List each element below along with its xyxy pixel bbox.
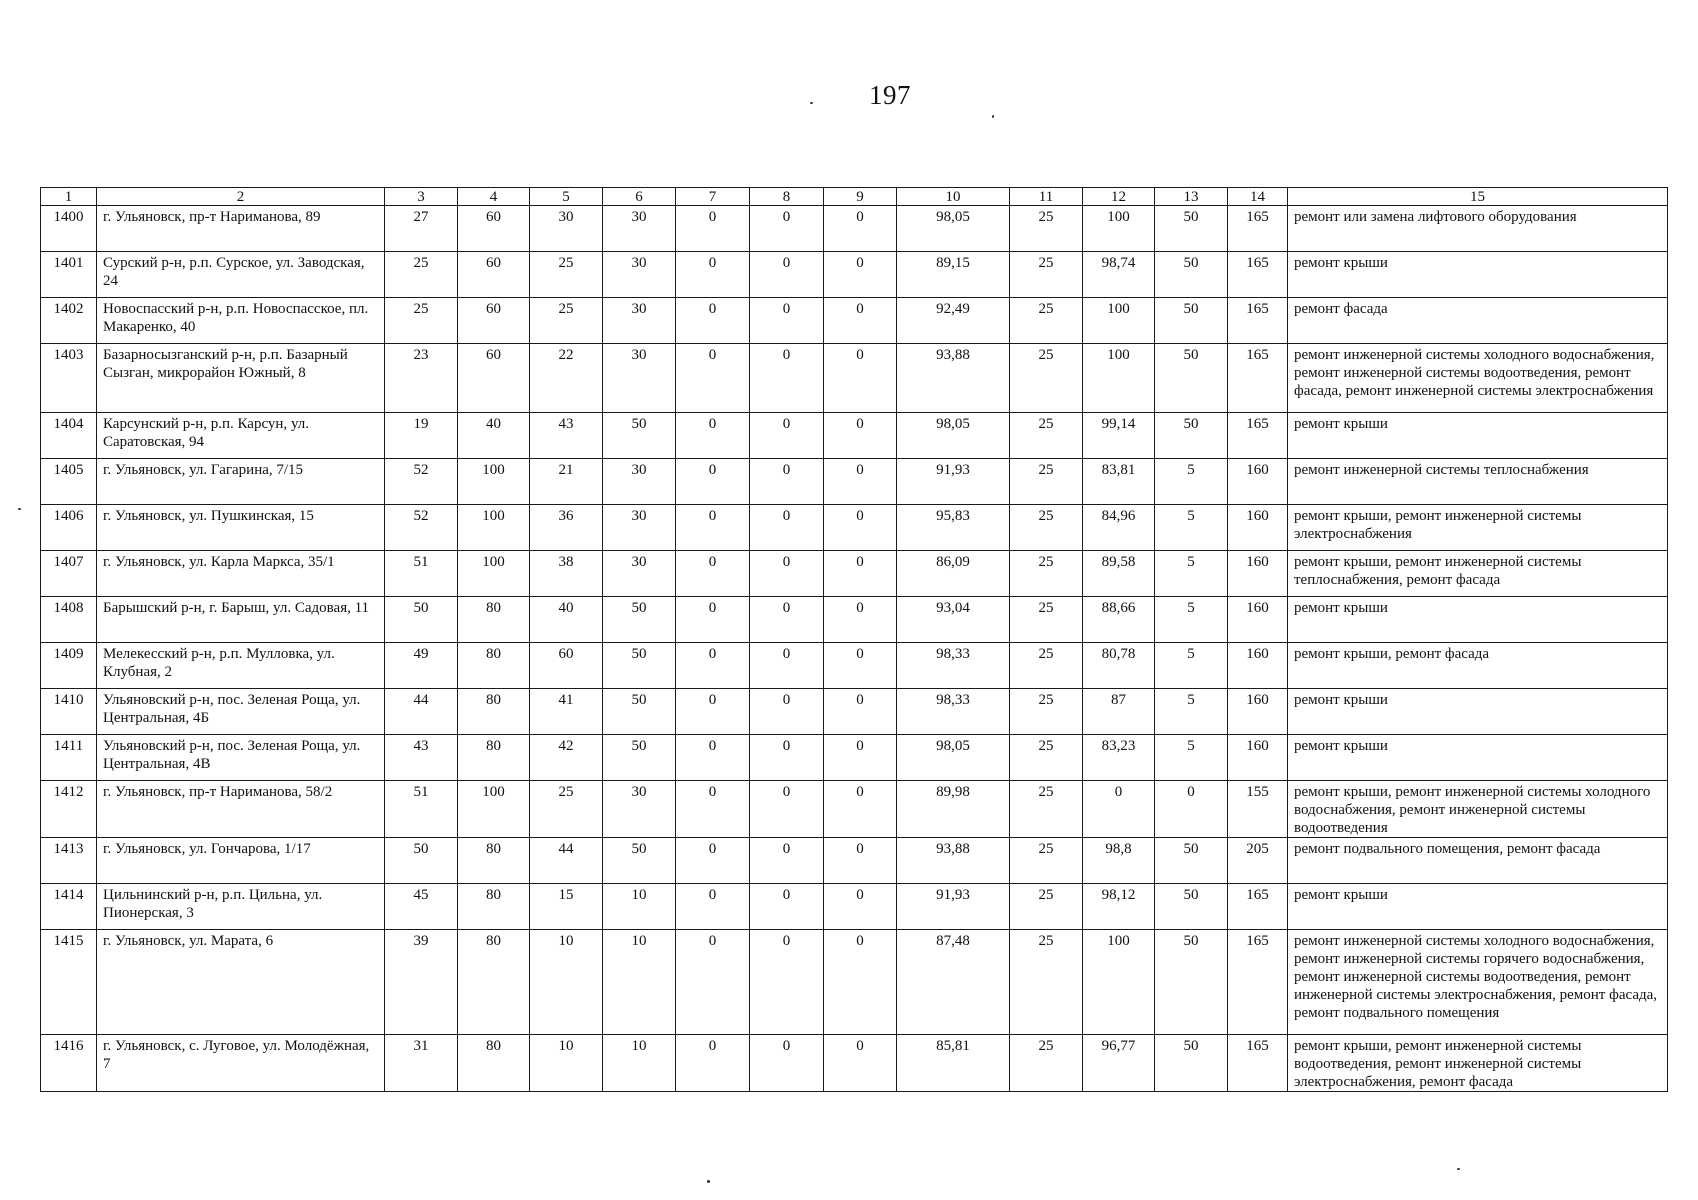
column-header: 11: [1010, 188, 1083, 206]
value-cell: 0: [824, 930, 897, 1035]
value-cell: 60: [458, 344, 530, 413]
value-cell: 0: [824, 252, 897, 298]
work-type-cell: ремонт инженерной системы теплоснабжения: [1288, 459, 1668, 505]
value-cell: 50: [1155, 413, 1228, 459]
address-cell: г. Ульяновск, с. Луговое, ул. Молодёжная, 7: [97, 1035, 385, 1092]
value-cell: 25: [530, 252, 603, 298]
value-cell: 45: [385, 884, 458, 930]
table-row: [41, 597, 1668, 643]
value-cell: 50: [603, 643, 676, 689]
value-cell: 100: [1083, 930, 1155, 1035]
value-cell: 0: [676, 930, 750, 1035]
value-cell: 0: [750, 597, 824, 643]
value-cell: 22: [530, 344, 603, 413]
value-cell: 60: [530, 643, 603, 689]
value-cell: 44: [385, 689, 458, 735]
value-cell: 93,88: [897, 838, 1010, 884]
value-cell: 10: [603, 1035, 676, 1092]
address-cell: г. Ульяновск, ул. Гагарина, 7/15: [97, 459, 385, 505]
value-cell: 0: [750, 781, 824, 838]
value-cell: 80: [458, 884, 530, 930]
value-cell: 25: [1010, 344, 1083, 413]
value-cell: 50: [603, 689, 676, 735]
value-cell: 0: [676, 643, 750, 689]
value-cell: 165: [1228, 206, 1288, 252]
value-cell: 0: [824, 413, 897, 459]
row-number: 1404: [41, 413, 97, 459]
value-cell: 51: [385, 551, 458, 597]
value-cell: 50: [1155, 930, 1228, 1035]
value-cell: 10: [603, 884, 676, 930]
value-cell: 19: [385, 413, 458, 459]
value-cell: 0: [676, 505, 750, 551]
value-cell: 93,04: [897, 597, 1010, 643]
column-header: 15: [1288, 188, 1668, 206]
row-number: 1411: [41, 735, 97, 781]
value-cell: 83,81: [1083, 459, 1155, 505]
value-cell: 5: [1155, 643, 1228, 689]
value-cell: 80,78: [1083, 643, 1155, 689]
value-cell: 165: [1228, 884, 1288, 930]
value-cell: 25: [1010, 252, 1083, 298]
value-cell: 83,23: [1083, 735, 1155, 781]
value-cell: 92,49: [897, 298, 1010, 344]
value-cell: 50: [385, 597, 458, 643]
value-cell: 0: [750, 206, 824, 252]
value-cell: 87: [1083, 689, 1155, 735]
value-cell: 50: [1155, 884, 1228, 930]
value-cell: 10: [530, 1035, 603, 1092]
value-cell: 0: [824, 643, 897, 689]
row-number: 1406: [41, 505, 97, 551]
value-cell: 40: [530, 597, 603, 643]
row-number: 1403: [41, 344, 97, 413]
value-cell: 160: [1228, 551, 1288, 597]
value-cell: 84,96: [1083, 505, 1155, 551]
column-header: 9: [824, 188, 897, 206]
table-row: [41, 344, 1668, 413]
value-cell: 42: [530, 735, 603, 781]
value-cell: 25: [1010, 735, 1083, 781]
value-cell: 0: [750, 930, 824, 1035]
value-cell: 91,93: [897, 459, 1010, 505]
value-cell: 50: [603, 413, 676, 459]
work-type-cell: ремонт инженерной системы холодного водоснабжения, ремонт инженерной системы горячего водоснабжения, ремонт инженерной системы водоотведения, ремонт инженерной системы электроснабжения, ремонт фасада, ремонт подвального помещения: [1288, 930, 1668, 1035]
value-cell: 0: [750, 838, 824, 884]
value-cell: 5: [1155, 597, 1228, 643]
value-cell: 80: [458, 838, 530, 884]
value-cell: 0: [1083, 781, 1155, 838]
value-cell: 0: [824, 781, 897, 838]
value-cell: 165: [1228, 298, 1288, 344]
value-cell: 100: [458, 459, 530, 505]
value-cell: 160: [1228, 505, 1288, 551]
address-cell: Цильнинский р-н, р.п. Цильна, ул. Пионерская, 3: [97, 884, 385, 930]
value-cell: 25: [1010, 206, 1083, 252]
value-cell: 25: [1010, 930, 1083, 1035]
value-cell: 0: [750, 689, 824, 735]
value-cell: 165: [1228, 930, 1288, 1035]
value-cell: 25: [385, 298, 458, 344]
value-cell: 93,88: [897, 344, 1010, 413]
row-number: 1409: [41, 643, 97, 689]
value-cell: 60: [458, 298, 530, 344]
value-cell: 0: [676, 344, 750, 413]
value-cell: 38: [530, 551, 603, 597]
value-cell: 30: [530, 206, 603, 252]
value-cell: 60: [458, 206, 530, 252]
work-type-cell: ремонт фасада: [1288, 298, 1668, 344]
value-cell: 52: [385, 459, 458, 505]
value-cell: 50: [1155, 838, 1228, 884]
table-body: [41, 206, 1668, 1092]
column-header: 5: [530, 188, 603, 206]
value-cell: 30: [603, 206, 676, 252]
value-cell: 5: [1155, 689, 1228, 735]
value-cell: 98,05: [897, 413, 1010, 459]
column-header: 12: [1083, 188, 1155, 206]
value-cell: 50: [603, 735, 676, 781]
value-cell: 39: [385, 930, 458, 1035]
value-cell: 0: [676, 413, 750, 459]
value-cell: 0: [750, 551, 824, 597]
scan-speck: [18, 508, 21, 510]
value-cell: 5: [1155, 551, 1228, 597]
value-cell: 5: [1155, 735, 1228, 781]
value-cell: 31: [385, 1035, 458, 1092]
value-cell: 0: [676, 838, 750, 884]
value-cell: 0: [676, 689, 750, 735]
table-row: [41, 505, 1668, 551]
table-row: [41, 551, 1668, 597]
value-cell: 80: [458, 930, 530, 1035]
value-cell: 0: [750, 505, 824, 551]
table-row: [41, 735, 1668, 781]
value-cell: 0: [676, 781, 750, 838]
value-cell: 100: [1083, 206, 1155, 252]
value-cell: 52: [385, 505, 458, 551]
scan-speck: [707, 1180, 710, 1183]
value-cell: 100: [1083, 298, 1155, 344]
work-type-cell: ремонт или замена лифтового оборудования: [1288, 206, 1668, 252]
value-cell: 50: [1155, 1035, 1228, 1092]
value-cell: 25: [1010, 1035, 1083, 1092]
value-cell: 100: [1083, 344, 1155, 413]
work-type-cell: ремонт крыши: [1288, 735, 1668, 781]
column-header: 2: [97, 188, 385, 206]
column-header: 13: [1155, 188, 1228, 206]
address-cell: г. Ульяновск, ул. Марата, 6: [97, 930, 385, 1035]
value-cell: 165: [1228, 1035, 1288, 1092]
value-cell: 41: [530, 689, 603, 735]
value-cell: 85,81: [897, 1035, 1010, 1092]
work-type-cell: ремонт крыши: [1288, 597, 1668, 643]
value-cell: 80: [458, 597, 530, 643]
row-number: 1416: [41, 1035, 97, 1092]
value-cell: 160: [1228, 459, 1288, 505]
value-cell: 36: [530, 505, 603, 551]
value-cell: 160: [1228, 735, 1288, 781]
value-cell: 25: [385, 252, 458, 298]
value-cell: 165: [1228, 252, 1288, 298]
address-cell: г. Ульяновск, ул. Карла Маркса, 35/1: [97, 551, 385, 597]
value-cell: 205: [1228, 838, 1288, 884]
value-cell: 80: [458, 1035, 530, 1092]
value-cell: 100: [458, 505, 530, 551]
table-row: [41, 1035, 1668, 1092]
value-cell: 43: [530, 413, 603, 459]
value-cell: 99,14: [1083, 413, 1155, 459]
value-cell: 27: [385, 206, 458, 252]
scan-speck: [810, 102, 813, 104]
address-cell: Барышский р-н, г. Барыш, ул. Садовая, 11: [97, 597, 385, 643]
column-header: 4: [458, 188, 530, 206]
column-header: 6: [603, 188, 676, 206]
address-cell: г. Ульяновск, ул. Гончарова, 1/17: [97, 838, 385, 884]
address-cell: Базарносызганский р-н, р.п. Базарный Сызган, микрорайон Южный, 8: [97, 344, 385, 413]
value-cell: 98,05: [897, 735, 1010, 781]
table-row: [41, 884, 1668, 930]
value-cell: 5: [1155, 459, 1228, 505]
value-cell: 15: [530, 884, 603, 930]
value-cell: 44: [530, 838, 603, 884]
value-cell: 0: [824, 838, 897, 884]
value-cell: 30: [603, 298, 676, 344]
value-cell: 0: [824, 884, 897, 930]
value-cell: 160: [1228, 689, 1288, 735]
row-number: 1410: [41, 689, 97, 735]
value-cell: 100: [458, 551, 530, 597]
row-number: 1407: [41, 551, 97, 597]
address-cell: Мелекесский р-н, р.п. Мулловка, ул. Клубная, 2: [97, 643, 385, 689]
value-cell: 25: [1010, 838, 1083, 884]
value-cell: 30: [603, 459, 676, 505]
table-row: [41, 781, 1668, 838]
address-cell: г. Ульяновск, пр-т Нариманова, 89: [97, 206, 385, 252]
table-row: [41, 413, 1668, 459]
value-cell: 43: [385, 735, 458, 781]
value-cell: 0: [824, 459, 897, 505]
value-cell: 89,58: [1083, 551, 1155, 597]
value-cell: 50: [603, 597, 676, 643]
value-cell: 100: [458, 781, 530, 838]
address-cell: Сурский р-н, р.п. Сурское, ул. Заводская, 24: [97, 252, 385, 298]
value-cell: 25: [1010, 505, 1083, 551]
value-cell: 91,93: [897, 884, 1010, 930]
row-number: 1412: [41, 781, 97, 838]
row-number: 1400: [41, 206, 97, 252]
value-cell: 51: [385, 781, 458, 838]
value-cell: 155: [1228, 781, 1288, 838]
value-cell: 98,05: [897, 206, 1010, 252]
value-cell: 0: [824, 597, 897, 643]
value-cell: 0: [824, 298, 897, 344]
value-cell: 0: [824, 689, 897, 735]
value-cell: 165: [1228, 344, 1288, 413]
value-cell: 25: [530, 781, 603, 838]
value-cell: 88,66: [1083, 597, 1155, 643]
value-cell: 0: [750, 413, 824, 459]
value-cell: 50: [1155, 252, 1228, 298]
value-cell: 0: [1155, 781, 1228, 838]
value-cell: 0: [676, 884, 750, 930]
value-cell: 0: [750, 1035, 824, 1092]
value-cell: 0: [824, 344, 897, 413]
value-cell: 0: [676, 298, 750, 344]
value-cell: 0: [750, 643, 824, 689]
value-cell: 50: [1155, 206, 1228, 252]
value-cell: 5: [1155, 505, 1228, 551]
value-cell: 0: [676, 206, 750, 252]
table-row: [41, 252, 1668, 298]
value-cell: 60: [458, 252, 530, 298]
value-cell: 0: [676, 597, 750, 643]
column-header: 3: [385, 188, 458, 206]
address-cell: Ульяновский р-н, пос. Зеленая Роща, ул. Центральная, 4В: [97, 735, 385, 781]
value-cell: 10: [530, 930, 603, 1035]
value-cell: 89,15: [897, 252, 1010, 298]
value-cell: 98,33: [897, 689, 1010, 735]
value-cell: 25: [1010, 689, 1083, 735]
address-cell: г. Ульяновск, пр-т Нариманова, 58/2: [97, 781, 385, 838]
value-cell: 25: [1010, 551, 1083, 597]
work-type-cell: ремонт крыши, ремонт инженерной системы электроснабжения: [1288, 505, 1668, 551]
value-cell: 0: [750, 884, 824, 930]
value-cell: 10: [603, 930, 676, 1035]
value-cell: 98,8: [1083, 838, 1155, 884]
row-number: 1414: [41, 884, 97, 930]
column-header: 14: [1228, 188, 1288, 206]
value-cell: 0: [824, 206, 897, 252]
value-cell: 50: [385, 838, 458, 884]
value-cell: 89,98: [897, 781, 1010, 838]
value-cell: 98,74: [1083, 252, 1155, 298]
row-number: 1405: [41, 459, 97, 505]
repair-program-table: [40, 187, 1668, 1092]
value-cell: 21: [530, 459, 603, 505]
value-cell: 0: [676, 735, 750, 781]
work-type-cell: ремонт крыши: [1288, 413, 1668, 459]
table-header: [41, 188, 1668, 206]
work-type-cell: ремонт крыши, ремонт инженерной системы холодного водоснабжения, ремонт инженерной системы водоотведения: [1288, 781, 1668, 838]
scan-speck: [992, 115, 994, 118]
column-header: 8: [750, 188, 824, 206]
address-cell: г. Ульяновск, ул. Пушкинская, 15: [97, 505, 385, 551]
page-number: 197: [869, 80, 911, 110]
work-type-cell: ремонт подвального помещения, ремонт фасада: [1288, 838, 1668, 884]
header-row: [41, 188, 1668, 206]
value-cell: 25: [1010, 459, 1083, 505]
column-header: 10: [897, 188, 1010, 206]
value-cell: 25: [1010, 597, 1083, 643]
value-cell: 0: [676, 252, 750, 298]
work-type-cell: ремонт крыши, ремонт инженерной системы теплоснабжения, ремонт фасада: [1288, 551, 1668, 597]
value-cell: 25: [1010, 643, 1083, 689]
value-cell: 0: [750, 344, 824, 413]
value-cell: 160: [1228, 597, 1288, 643]
value-cell: 25: [1010, 781, 1083, 838]
scan-speck: [1457, 1168, 1460, 1170]
value-cell: 0: [750, 459, 824, 505]
value-cell: 80: [458, 689, 530, 735]
table-row: [41, 459, 1668, 505]
value-cell: 50: [1155, 344, 1228, 413]
value-cell: 40: [458, 413, 530, 459]
value-cell: 165: [1228, 413, 1288, 459]
table-row: [41, 689, 1668, 735]
value-cell: 80: [458, 735, 530, 781]
table-row: [41, 643, 1668, 689]
row-number: 1413: [41, 838, 97, 884]
column-header: 7: [676, 188, 750, 206]
value-cell: 0: [676, 1035, 750, 1092]
value-cell: 0: [750, 298, 824, 344]
value-cell: 0: [750, 735, 824, 781]
value-cell: 50: [1155, 298, 1228, 344]
value-cell: 30: [603, 505, 676, 551]
value-cell: 0: [824, 735, 897, 781]
work-type-cell: ремонт крыши: [1288, 252, 1668, 298]
value-cell: 25: [1010, 298, 1083, 344]
value-cell: 23: [385, 344, 458, 413]
value-cell: 30: [603, 781, 676, 838]
address-cell: Новоспасский р-н, р.п. Новоспасское, пл. Макаренко, 40: [97, 298, 385, 344]
value-cell: 30: [603, 344, 676, 413]
work-type-cell: ремонт инженерной системы холодного водоснабжения, ремонт инженерной системы водоотведения, ремонт фасада, ремонт инженерной системы электроснабжения: [1288, 344, 1668, 413]
table-row: [41, 838, 1668, 884]
value-cell: 30: [603, 551, 676, 597]
value-cell: 87,48: [897, 930, 1010, 1035]
value-cell: 0: [824, 505, 897, 551]
row-number: 1401: [41, 252, 97, 298]
row-number: 1408: [41, 597, 97, 643]
value-cell: 86,09: [897, 551, 1010, 597]
value-cell: 0: [824, 1035, 897, 1092]
value-cell: 98,33: [897, 643, 1010, 689]
value-cell: 80: [458, 643, 530, 689]
value-cell: 95,83: [897, 505, 1010, 551]
value-cell: 0: [750, 252, 824, 298]
work-type-cell: ремонт крыши: [1288, 884, 1668, 930]
row-number: 1415: [41, 930, 97, 1035]
value-cell: 25: [1010, 413, 1083, 459]
value-cell: 25: [530, 298, 603, 344]
value-cell: 49: [385, 643, 458, 689]
table-row: [41, 206, 1668, 252]
table-row: [41, 930, 1668, 1035]
value-cell: 98,12: [1083, 884, 1155, 930]
work-type-cell: ремонт крыши, ремонт инженерной системы водоотведения, ремонт инженерной системы электроснабжения, ремонт фасада: [1288, 1035, 1668, 1092]
address-cell: Карсунский р-н, р.п. Карсун, ул. Саратовская, 94: [97, 413, 385, 459]
value-cell: 50: [603, 838, 676, 884]
value-cell: 30: [603, 252, 676, 298]
work-type-cell: ремонт крыши: [1288, 689, 1668, 735]
address-cell: Ульяновский р-н, пос. Зеленая Роща, ул. Центральная, 4Б: [97, 689, 385, 735]
value-cell: 0: [676, 459, 750, 505]
work-type-cell: ремонт крыши, ремонт фасада: [1288, 643, 1668, 689]
value-cell: 25: [1010, 884, 1083, 930]
value-cell: 0: [824, 551, 897, 597]
value-cell: 160: [1228, 643, 1288, 689]
value-cell: 0: [676, 551, 750, 597]
table-row: [41, 298, 1668, 344]
value-cell: 96,77: [1083, 1035, 1155, 1092]
row-number: 1402: [41, 298, 97, 344]
column-header: 1: [41, 188, 97, 206]
